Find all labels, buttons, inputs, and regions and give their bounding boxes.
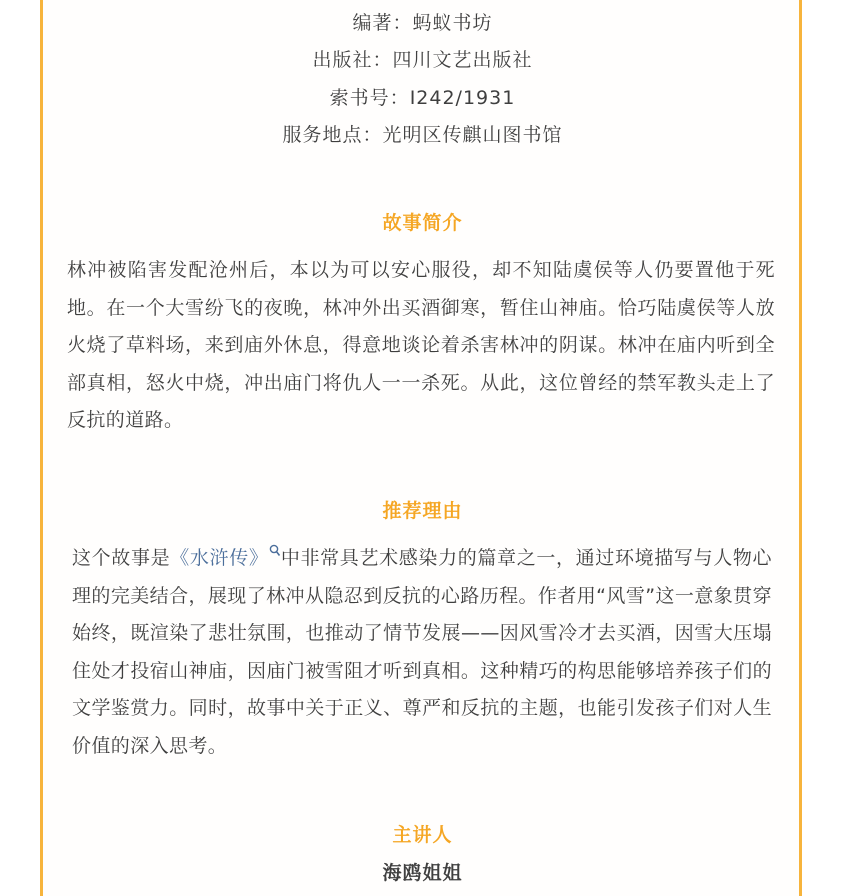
author-line — [0, 8, 845, 35]
location-line — [0, 120, 845, 147]
reason-prefix: 这个故事是 — [72, 547, 171, 569]
author-value: 蚂蚁书坊 — [412, 12, 493, 34]
callno-value: I242/1931 — [409, 87, 516, 109]
location-label: 服务地点： — [282, 124, 383, 146]
book-link[interactable]: 《水浒传》 — [170, 547, 269, 569]
publisher-label: 出版社： — [312, 49, 393, 71]
callno-line — [0, 83, 845, 110]
search-icon[interactable] — [269, 534, 281, 552]
reason-rest: 中非常具艺术感染力的篇章之一，通过环境描写与人物心理的完美结合，展现了林冲从隐忍到反抗的心路历程。作者用“风雪”这一意象贯穿始终，既渲染了悲壮氛围，也推动了情节发展——因风雪冷才去买酒，因雪大压塌住处才投宿山神庙，因庙门被雪阻才听到真相。这种精巧的构思能够培养孩子们的文学鉴赏力。同时，故事中关于正义、尊严和反抗的主题，也能引发孩子们对人生价值的深入思考。 — [72, 547, 772, 757]
story-heading: 故事简介 — [382, 212, 463, 234]
presenter-name: 海鸥姐姐 — [382, 862, 463, 884]
author-label: 编著： — [352, 12, 413, 34]
publisher-line — [0, 45, 845, 72]
story-paragraph: 林冲被陷害发配沧州后，本以为可以安心服役，却不知陆虞侯等人仍要置他于死地。在一个大雪纷飞的夜晚，林冲外出买酒御寒，暂住山神庙。恰巧陆虞侯等人放火烧了草料场，来到庙外休息，得意地谈论着杀害林冲的阴谋。林冲在庙内听到全部真相，怒火中烧，冲出庙门将仇人一一杀死。从此，这位曾经的禁军教头走上了反抗的道路。 — [67, 259, 775, 431]
reason-heading: 推荐理由 — [382, 500, 463, 522]
publisher-value: 四川文艺出版社 — [392, 49, 533, 71]
location-value: 光明区传麒山图书馆 — [382, 124, 563, 146]
presenter-heading: 主讲人 — [392, 824, 453, 846]
reason-paragraph — [72, 540, 772, 765]
callno-label: 索书号： — [329, 87, 410, 109]
